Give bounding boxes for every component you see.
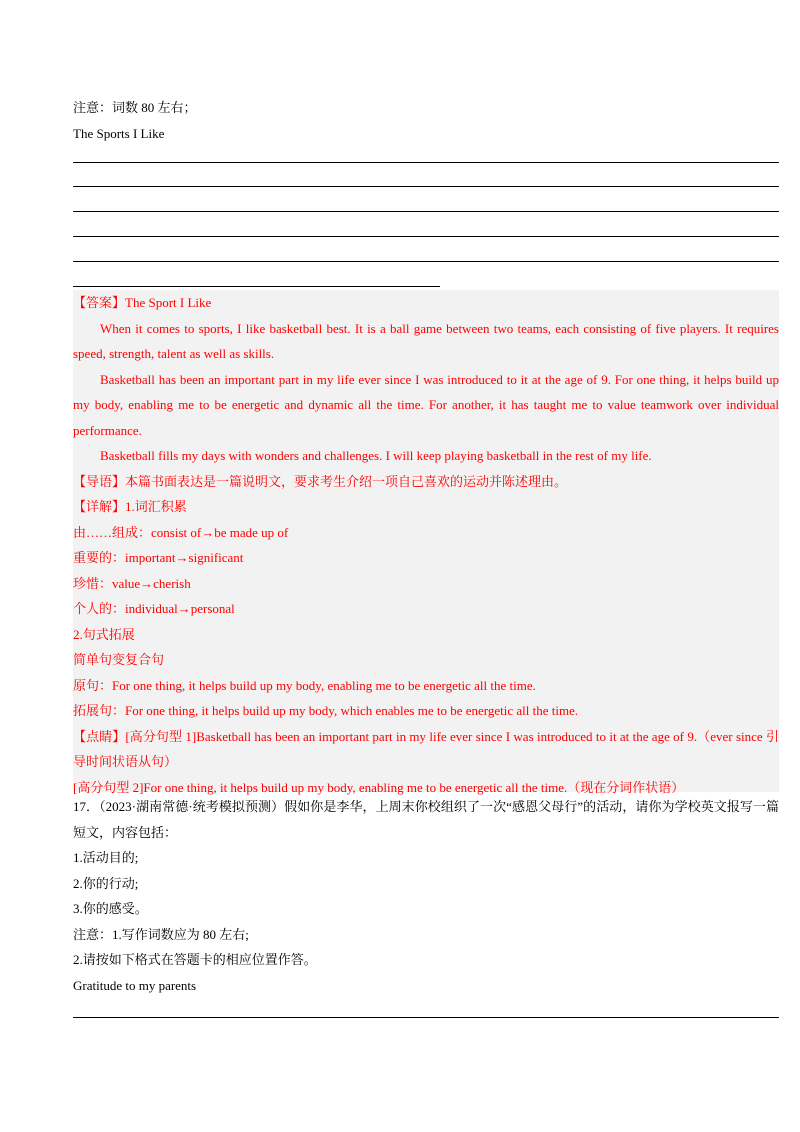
essay-title: The Sports I Like — [73, 125, 165, 141]
question-17-stem: 17．（2023·湖南常德·统考模拟预测）假如你是李华，上周末你校组织了一次“感恩父母行”的活动，请你为学校英文报写一篇短文，内容包括： — [73, 799, 779, 840]
answer-paragraph-3: Basketball fills my days with wonders and challenges. I will keep playing basketball in the rest of my life. — [100, 448, 652, 463]
writing-line — [73, 162, 779, 163]
vocab-item: 重要的：important→significant — [73, 550, 244, 565]
highlight-pattern-1: 【点睛】[高分句型 1]Basketball has been an important part in my life ever since I was introduced to it at the age of 9.（ever since 引导时间状语从句） — [73, 728, 779, 769]
content-point: 3.你的感受。 — [73, 901, 148, 916]
expanded-sentence: 拓展句：For one thing, it helps build up my body, which enables me to be energetic all the time. — [73, 703, 579, 718]
highlight-pattern-2: [高分句型 2]For one thing, it helps build up my body, enabling me to be energetic all the time.（现在分词作状语） — [73, 779, 685, 795]
essay-title-17: Gratitude to my parents — [73, 977, 197, 993]
answer-paragraph-1: When it comes to sports, I like basketball best. It is a ball game between two teams, each consisting of five players. It requires speed, strength, talent as well as skills. — [73, 320, 779, 361]
vocab-item: 由……组成：consist of→be made up of — [73, 524, 289, 540]
vocab-item: 珍惜：value→cherish — [73, 575, 191, 591]
answer-heading: 【答案】The Sport I Like — [73, 295, 212, 310]
writing-line — [73, 211, 779, 212]
question-17 — [73, 794, 779, 998]
writing-line — [73, 236, 779, 237]
content-point: 1.活动目的; — [73, 850, 139, 865]
writing-line — [73, 286, 440, 287]
sentence-heading: 2.句式拓展 — [73, 626, 135, 642]
vocab-item: 个人的：individual→personal — [73, 601, 235, 616]
writing-line — [73, 261, 779, 262]
writing-line — [73, 1017, 779, 1018]
answer-paragraph-2: Basketball has been an important part in my life ever since I was introduced to it at the age of 9. For one thing, it helps build up my body, enabling me to be energetic and dynamic all the time. For another, it has taught me to value teamwork over individual performance. — [73, 371, 779, 438]
writing-line — [73, 186, 779, 187]
question-top — [73, 95, 779, 146]
detail-heading: 【详解】1.词汇积累 — [73, 499, 187, 514]
requirement-note-2: 2.请按如下格式在答题卡的相应位置作答。 — [73, 952, 317, 967]
original-sentence: 原句：For one thing, it helps build up my body, enabling me to be energetic all the time. — [73, 677, 536, 693]
content-point: 2.你的行动; — [73, 875, 139, 891]
word-count-note: 注意：词数 80 左右； — [73, 100, 197, 115]
guide-note: 【导语】本篇书面表达是一篇说明文，要求考生介绍一项自己喜欢的运动并陈述理由。 — [73, 473, 568, 489]
sentence-subheading: 简单句变复合句 — [73, 652, 165, 667]
requirement-note-1: 注意：1.写作词数应为 80 左右; — [73, 926, 249, 942]
answer-block — [73, 290, 779, 795]
